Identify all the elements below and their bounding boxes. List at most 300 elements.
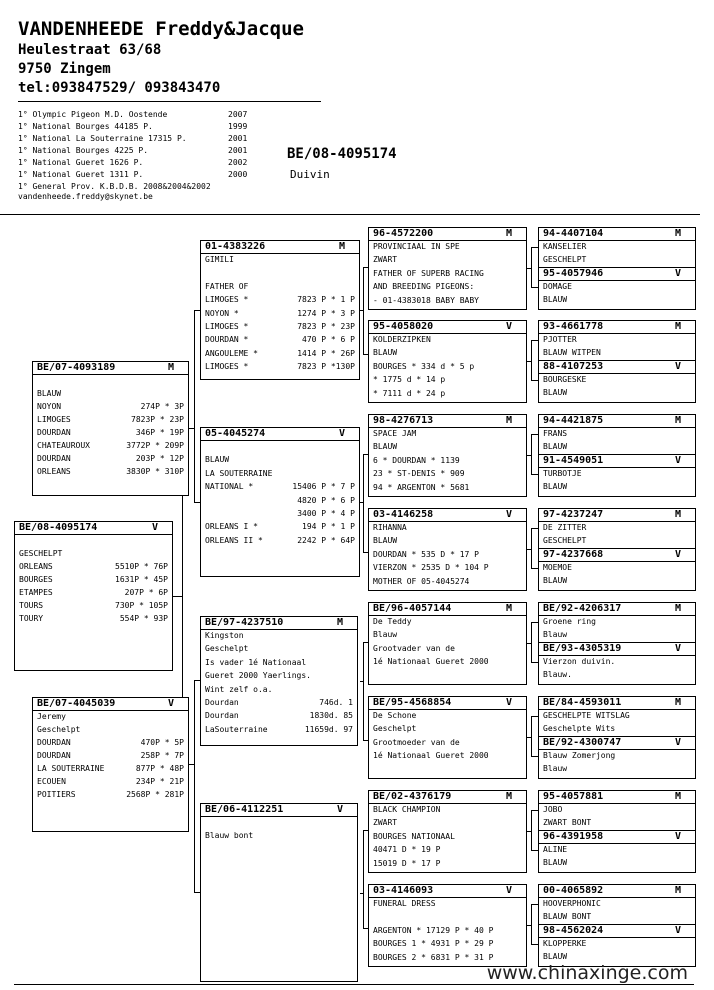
pigeon-ring-header	[539, 509, 695, 521]
pigeon-ring: 95-4057946	[543, 268, 604, 279]
pigeon-info-label: ORLEANS	[19, 562, 53, 571]
pigeon-info-line: FUNERAL DRESS	[373, 899, 436, 908]
pigeon-info-label: ECOUEN	[37, 777, 66, 786]
achievement-text: 1° National Gueret 1311 P.	[18, 170, 144, 179]
pigeon-ring-header	[539, 831, 695, 843]
pigeon-info-value: 730P * 105P	[115, 601, 168, 610]
achievement-year: 2007	[228, 110, 248, 119]
achievement-text: 1° National Bourges 4225 P.	[18, 146, 149, 155]
pigeon-ring: 98-4562024	[543, 925, 604, 936]
pigeon-info-line	[15, 612, 172, 625]
pigeon-info-line	[201, 453, 359, 466]
pigeon-ring-header	[539, 455, 695, 467]
pigeon-ring-header	[539, 228, 695, 240]
pigeon-sex: V	[151, 522, 158, 533]
pigeon-info-value: 3772P * 209P	[126, 441, 184, 450]
pigeon-sex: V	[505, 321, 512, 332]
achievement-year: 2000	[228, 170, 248, 179]
pigeon-info-line: BOURGES * 334 d * 5 p	[373, 361, 475, 371]
pigeon-ring: 00-4065892	[543, 885, 604, 896]
pigeon-info-label: DOURDAN	[37, 454, 71, 463]
pigeon-info-line: 6 * DOURDAN * 1139	[373, 455, 460, 465]
pigeon-info-value: 258P * 7P	[140, 751, 184, 760]
pigeon-ring: 97-4237247	[543, 509, 604, 520]
pigeon-sex: M	[336, 617, 343, 628]
pigeon-ring: 01-4383226	[205, 241, 266, 252]
pigeon-sex: M	[674, 697, 681, 708]
pigeon-info-line: BLAUW BONT	[543, 912, 592, 922]
pigeon-info-line: FRANS	[543, 429, 568, 438]
pigeon-sex: V	[674, 925, 681, 936]
connector-line	[194, 310, 195, 502]
pigeon-info-line	[33, 452, 188, 465]
pigeon-info-line: SPACE JAM	[373, 429, 417, 438]
pigeon-info-label: LIMOGES *	[205, 321, 249, 331]
pigeon-ring: 96-4572200	[373, 228, 434, 239]
footer-rule	[14, 984, 694, 985]
pigeon-card-subject	[14, 521, 173, 671]
pigeon-info-label: Is vader 1é Nationaal	[205, 657, 307, 667]
pigeon-info-line: 23 * ST-DENIS * 909	[373, 469, 465, 479]
pigeon-info-value: 7823 P *130P	[297, 362, 355, 372]
pigeon-info-line	[201, 293, 359, 306]
pigeon-info-line: BOURGES 1 * 4931 P * 29 P	[373, 939, 494, 949]
pigeon-info-line: Grootvader van de	[373, 643, 455, 653]
pigeon-info-line: Groene ring	[543, 617, 596, 626]
pigeon-info-line: BOURGES NATIONAAL	[373, 831, 455, 841]
achievement-year: 2002	[228, 158, 248, 167]
pigeon-info-label: LaSouterraine	[205, 724, 268, 734]
pigeon-info-label: DOURDAN *	[205, 335, 249, 345]
pigeon-card-gen5	[538, 320, 696, 361]
pigeon-info-line	[201, 669, 357, 682]
pigeon-info-line	[33, 788, 188, 801]
pigeon-info-line: 40471 D * 19 P	[373, 845, 441, 855]
connector-line	[531, 474, 538, 475]
pigeon-card-gen5	[538, 360, 696, 403]
pigeon-info-line	[201, 696, 357, 709]
pigeon-ring: 97-4237668	[543, 549, 604, 560]
connector-line	[363, 552, 368, 553]
pigeon-info-line	[201, 629, 357, 642]
pigeon-ring: 95-4057881	[543, 791, 604, 802]
connector-line	[531, 810, 532, 850]
pigeon-ring: BE/84-4593011	[543, 697, 622, 708]
pigeon-ring-header	[369, 321, 526, 333]
achievement-text: 1° General Prov. K.B.D.B. 2008&2004&2002	[18, 182, 211, 191]
pigeon-info-value: 470P * 5P	[140, 738, 184, 747]
header-separator	[0, 214, 700, 215]
owner-address-city: 9750 Zingem	[18, 61, 111, 77]
pigeon-sex: V	[674, 268, 681, 279]
pigeon-info-line: GESCHELPT	[543, 255, 587, 265]
pigeon-info-line	[201, 534, 359, 547]
pigeon-info-label: ORLEANS I *	[205, 522, 258, 532]
pigeon-info-value: 554P * 93P	[119, 614, 168, 623]
pigeon-info-line	[201, 307, 359, 320]
achievement-text: 1° National Gueret 1626 P.	[18, 158, 144, 167]
pigeon-info-line	[201, 829, 357, 842]
pigeon-ring-header	[33, 698, 188, 710]
pigeon-info-line: PJOTTER	[543, 335, 577, 344]
pigeon-ring-header	[201, 428, 359, 440]
pigeon-info-line	[201, 480, 359, 493]
pigeon-info-line: Geschelpt	[373, 724, 417, 734]
connector-line	[194, 680, 195, 892]
pigeon-ring-header	[539, 361, 695, 373]
pigeon-info-line	[33, 439, 188, 452]
pigeon-sex: V	[336, 804, 343, 815]
pigeon-ring-header	[539, 643, 695, 655]
pigeon-info-line	[33, 426, 188, 439]
pigeon-info-value: 2242 P * 64P	[297, 535, 355, 545]
pigeon-info-line: MOEMOE	[543, 563, 572, 572]
pigeon-ring: 98-4276713	[373, 415, 434, 426]
pigeon-info-value: 5510P * 76P	[115, 562, 168, 571]
pigeon-info-line: Grootmoeder van de	[373, 737, 460, 747]
pigeon-sex: V	[505, 885, 512, 896]
connector-line	[182, 496, 183, 697]
header-underline	[18, 101, 321, 102]
pigeon-ring-header	[201, 804, 357, 816]
pigeon-info-label: CHATEAUROUX	[37, 441, 90, 450]
pigeon-info-value: 7823P * 23P	[131, 415, 184, 424]
pigeon-info-label: BLAUW	[37, 389, 62, 398]
achievement-year: 1999	[228, 122, 248, 131]
connector-line	[194, 502, 200, 503]
pigeon-info-line: BLAUW	[373, 442, 398, 452]
pigeon-info-line: ZWART	[373, 255, 398, 265]
pigeon-card-gen4	[368, 696, 527, 779]
pigeon-info-label: Wint zelf o.a.	[205, 684, 273, 694]
pigeon-info-label: POITIERS	[37, 790, 76, 799]
pigeon-sex: V	[674, 737, 681, 748]
pigeon-ring-header	[539, 603, 695, 615]
pigeon-info-line: Blauw.	[543, 670, 572, 680]
pigeon-info-label: Dourdan	[205, 711, 239, 721]
pigeon-ring: BE/97-4237510	[205, 617, 284, 628]
pigeon-ring: 03-4146258	[373, 509, 434, 520]
pigeon-info-value: 11659d. 97	[304, 724, 353, 734]
pigeon-info-line: PROVINCIAAL IN SPE	[373, 242, 460, 251]
pigeon-info-line	[201, 642, 357, 655]
pigeon-sex: M	[505, 415, 512, 426]
pigeon-sex: M	[674, 415, 681, 426]
pigeon-ring-header	[539, 415, 695, 427]
pigeon-info-line: GESCHELPTE WITSLAG	[543, 711, 630, 720]
pigeon-sex: V	[674, 549, 681, 560]
connector-line	[194, 892, 200, 893]
pigeon-info-line	[201, 440, 359, 453]
pigeon-card-gen5	[538, 267, 696, 310]
pigeon-info-line	[33, 710, 188, 723]
pigeon-ring: BE/93-4305319	[543, 643, 622, 654]
pigeon-sex: V	[674, 361, 681, 372]
connector-line	[531, 716, 532, 756]
pigeon-info-line	[15, 586, 172, 599]
pigeon-sex: M	[674, 603, 681, 614]
pigeon-ring-header	[539, 268, 695, 280]
connector-line	[363, 354, 368, 355]
pigeon-ring: BE/95-4568854	[373, 697, 452, 708]
pigeon-ring: BE/07-4093189	[37, 362, 116, 373]
pigeon-info-line: Blauw	[543, 764, 568, 774]
pigeon-info-value: 15406 P * 7 P	[292, 482, 355, 492]
pigeon-info-line: ALINE	[543, 845, 568, 854]
connector-line	[531, 434, 532, 474]
pigeon-info-line: DOMAGE	[543, 282, 572, 291]
pigeon-sex: M	[167, 362, 174, 373]
pigeon-ring-header	[539, 925, 695, 937]
pigeon-info-line	[201, 280, 359, 293]
pigeon-sex: M	[674, 228, 681, 239]
pigeon-ring-header	[539, 885, 695, 897]
pigeon-sex: V	[674, 643, 681, 654]
pigeon-card-gen5	[538, 414, 696, 455]
pigeon-ring-header	[539, 549, 695, 561]
pigeon-info-label: ETAMPES	[19, 588, 53, 597]
pigeon-info-value: 207P * 6P	[124, 588, 168, 597]
pigeon-card-gen4	[368, 508, 527, 591]
pigeon-info-line: RIHANNA	[373, 523, 407, 532]
pigeon-info-line: ZWART	[373, 818, 398, 828]
pigeon-info-label: Kingston	[205, 631, 244, 640]
pigeon-info-value: 4820 P * 6 P	[297, 495, 355, 505]
pigeon-info-value: 7823 P * 23P	[297, 321, 355, 331]
pigeon-ring-header	[539, 697, 695, 709]
pigeon-info-value: 1414 P * 26P	[297, 348, 355, 358]
pigeon-info-label: FATHER OF	[205, 281, 249, 291]
pigeon-sex: M	[674, 791, 681, 802]
pigeon-info-label: GESCHELPT	[19, 549, 63, 558]
pigeon-info-line	[33, 413, 188, 426]
pigeon-info-line: BLAUW	[543, 482, 568, 492]
pigeon-info-line	[201, 253, 359, 266]
pigeon-info-line: ZWART BONT	[543, 818, 592, 828]
pigeon-info-line	[33, 374, 188, 387]
pigeon-info-line: BLAUW	[543, 388, 568, 398]
pigeon-info-label: Dourdan	[205, 697, 239, 707]
pigeon-info-label: NATIONAL *	[205, 482, 254, 492]
pigeon-ring-header	[369, 885, 526, 897]
pigeon-info-line: 15019 D * 17 P	[373, 858, 441, 868]
pigeon-info-line: BLACK CHAMPION	[373, 805, 441, 814]
connector-line	[531, 850, 538, 851]
pigeon-info-line: TURBOTJE	[543, 469, 582, 478]
connector-line	[363, 267, 364, 354]
pigeon-info-line	[33, 723, 188, 736]
pigeon-ring-header	[15, 522, 172, 534]
connector-line	[531, 568, 538, 569]
pigeon-ring-header	[369, 509, 526, 521]
pigeon-info-line: DE ZITTER	[543, 523, 587, 532]
owner-email: vandenheede.freddy@skynet.be	[18, 192, 153, 201]
pigeon-info-line	[33, 775, 188, 788]
pigeon-info-line: De Teddy	[373, 617, 412, 626]
pigeon-sex: V	[674, 455, 681, 466]
connector-line	[531, 434, 538, 435]
pigeon-info-label: DOURDAN	[37, 738, 71, 747]
pigeon-info-line: KOLDERZIPKEN	[373, 335, 431, 344]
pigeon-sex: V	[505, 509, 512, 520]
pigeon-info-label: LIMOGES	[37, 415, 71, 424]
pigeon-ring: BE/08-4095174	[19, 522, 98, 533]
pigeon-info-label: LIMOGES *	[205, 362, 249, 372]
pigeon-ring-header	[369, 228, 526, 240]
pigeon-card-dam	[32, 697, 189, 832]
pigeon-info-label: DOURDAN	[37, 428, 71, 437]
pigeon-info-line	[15, 573, 172, 586]
pigeon-ring-header	[539, 737, 695, 749]
owner-address-street: Heulestraat 63/68	[18, 42, 162, 58]
connector-line	[363, 642, 364, 740]
pigeon-info-line: BLAUW	[373, 536, 398, 546]
pigeon-info-value: 1830d. 85	[309, 711, 353, 721]
pigeon-info-line: KANSELIER	[543, 242, 587, 251]
pigeon-info-value: 346P * 19P	[135, 428, 184, 437]
connector-line	[531, 810, 538, 811]
connector-line	[531, 340, 532, 380]
pigeon-info-label: Jeremy	[37, 712, 66, 721]
pigeon-info-label: Geschelpt	[205, 644, 249, 654]
pigeon-info-line	[201, 709, 357, 722]
pigeon-info-line: BLAUW	[543, 576, 568, 586]
pigeon-ring: BE/06-4112251	[205, 804, 284, 815]
pigeon-info-label: ANGOULEME *	[205, 348, 258, 358]
pigeon-info-line	[33, 762, 188, 775]
pigeon-info-line	[33, 465, 188, 478]
pigeon-sex: M	[505, 791, 512, 802]
pigeon-info-value: 3830P * 310P	[126, 467, 184, 476]
connector-line	[363, 454, 364, 552]
pigeon-info-value: 470 P * 6 P	[302, 335, 355, 345]
connector-line	[194, 310, 200, 311]
connector-line	[531, 528, 532, 568]
pigeon-ring: BE/07-4045039	[37, 698, 116, 709]
pigeon-info-label: LIMOGES *	[205, 295, 249, 305]
pigeon-card-gen5	[538, 642, 696, 685]
pigeon-info-line: * 1775 d * 14 p	[373, 375, 446, 385]
pigeon-info-line	[201, 507, 359, 520]
main-pigeon-ring: BE/08-4095174	[287, 146, 397, 162]
owner-phone: tel:093847529/ 093843470	[18, 80, 221, 96]
pigeon-ring: 05-4045274	[205, 428, 266, 439]
pigeon-info-line	[201, 266, 359, 279]
pigeon-card-gen3	[200, 427, 360, 577]
pigeon-info-line: BLAUW	[543, 442, 568, 452]
pigeon-info-value: 746d. 1	[319, 697, 353, 707]
pigeon-sex: V	[167, 698, 174, 709]
pigeon-info-line	[15, 599, 172, 612]
pigeon-card-gen5	[538, 227, 696, 268]
pigeon-info-line: 94 * ARGENTON * 5681	[373, 482, 470, 492]
pigeon-info-line: BOURGES 2 * 6831 P * 31 P	[373, 952, 494, 962]
pigeon-info-line	[33, 736, 188, 749]
pigeon-info-label: ORLEANS II *	[205, 535, 263, 545]
pigeon-info-line	[201, 520, 359, 533]
pigeon-info-line: BLAUW WITPEN	[543, 348, 601, 358]
pigeon-info-line: * 7111 d * 24 p	[373, 388, 446, 398]
pigeon-info-line: ARGENTON * 17129 P * 40 P	[373, 925, 494, 935]
pigeon-info-label: LA SOUTERRAINE	[205, 468, 273, 478]
pigeon-info-value: 2568P * 281P	[126, 790, 184, 799]
achievement-text: 1° National La Souterraine 17315 P.	[18, 134, 187, 143]
pigeon-info-value: 877P * 48P	[135, 764, 184, 773]
pigeon-info-line	[201, 320, 359, 333]
pigeon-card-gen3	[200, 240, 360, 380]
pigeon-info-label: LA SOUTERRAINE	[37, 764, 105, 773]
pigeon-sex: M	[338, 241, 345, 252]
pigeon-info-label: Gueret 2000 Yaerlings.	[205, 671, 311, 681]
pigeon-info-label: Blauw bont	[205, 831, 254, 841]
pigeon-ring-header	[369, 415, 526, 427]
pigeon-info-label: TOURS	[19, 601, 44, 610]
connector-line	[363, 830, 364, 928]
pigeon-card-sire	[32, 361, 189, 496]
pigeon-info-line	[201, 467, 359, 480]
pigeon-ring-header	[369, 697, 526, 709]
pigeon-ring: BE/92-4206317	[543, 603, 622, 614]
pigeon-info-value: 234P * 21P	[135, 777, 184, 786]
pigeon-info-line: Blauw	[543, 630, 568, 640]
connector-line	[363, 740, 368, 741]
pigeon-ring-header	[369, 603, 526, 615]
pigeon-card-gen4	[368, 884, 527, 967]
pigeon-card-gen5	[538, 924, 696, 967]
pigeon-card-gen5	[538, 508, 696, 549]
pigeon-info-label: Geschelpt	[37, 725, 81, 734]
pigeon-info-line: De Schone	[373, 711, 417, 720]
pigeon-ring: BE/02-4376179	[373, 791, 452, 802]
achievement-text: 1° National Bourges 44185 P.	[18, 122, 153, 131]
pigeon-card-gen5	[538, 884, 696, 925]
pigeon-info-label: BOURGES	[19, 575, 53, 584]
pigeon-info-line	[201, 656, 357, 669]
pigeon-info-line	[201, 723, 357, 736]
pigeon-sex: V	[338, 428, 345, 439]
pigeon-info-line: VIERZON * 2535 D * 104 P	[373, 563, 489, 573]
pigeon-card-gen3	[200, 616, 358, 746]
watermark: www.chinaxinge.com	[486, 962, 688, 984]
connector-line	[531, 904, 532, 944]
pigeon-sex: M	[674, 321, 681, 332]
pigeon-sex: V	[505, 697, 512, 708]
pigeon-info-line	[201, 494, 359, 507]
pigeon-info-line	[201, 816, 357, 829]
pigeon-ring: 95-4058020	[373, 321, 434, 332]
pigeon-info-value: 7823 P * 1 P	[297, 295, 355, 305]
pigeon-ring-header	[369, 791, 526, 803]
pigeon-info-line: BLAUW	[543, 858, 568, 868]
pigeon-card-gen4	[368, 414, 527, 497]
connector-line	[531, 716, 538, 717]
pigeon-sex: V	[674, 831, 681, 842]
pigeon-ring: BE/92-4300747	[543, 737, 622, 748]
pigeon-card-gen5	[538, 602, 696, 643]
pigeon-info-line: FATHER OF SUPERB RACING	[373, 268, 484, 278]
pigeon-info-line	[33, 749, 188, 762]
pigeon-info-value: 1631P * 45P	[115, 575, 168, 584]
connector-line	[531, 528, 538, 529]
pigeon-card-gen5	[538, 736, 696, 779]
connector-line	[363, 267, 368, 268]
pigeon-info-line: - 01-4383018 BABY BABY	[373, 295, 479, 305]
pigeon-ring: 94-4407104	[543, 228, 604, 239]
pigeon-ring-header	[539, 791, 695, 803]
pigeon-info-line	[201, 360, 359, 373]
pigeon-info-line: AND BREEDING PIGEONS:	[373, 282, 475, 292]
pigeon-ring: 94-4421875	[543, 415, 604, 426]
